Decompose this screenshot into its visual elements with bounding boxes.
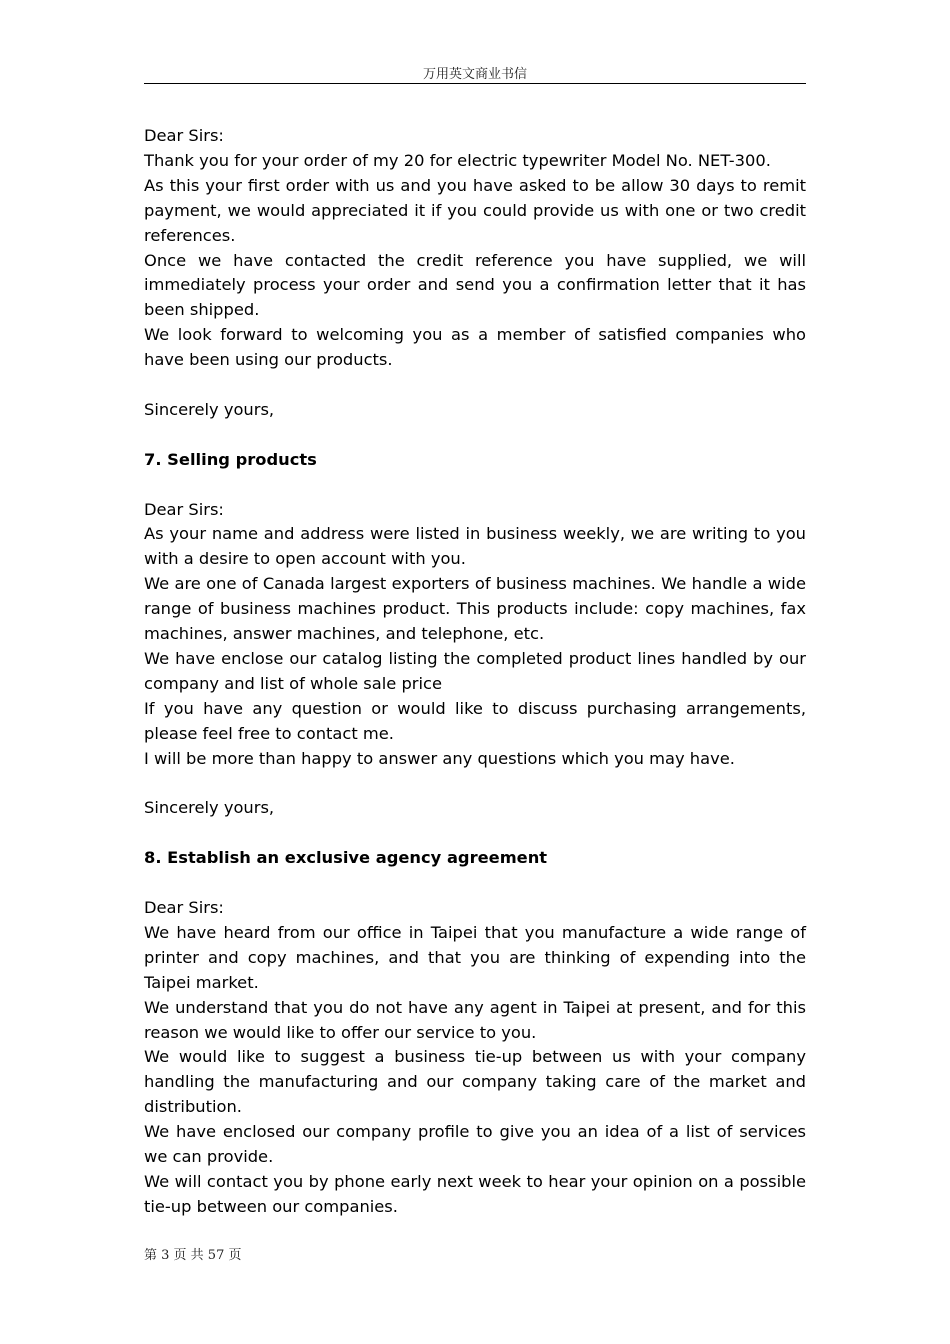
letter1-salutation: Dear Sirs:	[144, 126, 224, 145]
blank-line	[144, 423, 806, 448]
letter2-closing: Sincerely yours,	[144, 798, 275, 818]
blank-line	[144, 772, 806, 797]
blank-line	[144, 373, 806, 398]
page-number-footer: 第 3 页 共 57 页	[144, 1248, 242, 1263]
letter1-paragraph: We look forward to welcoming you as a member of satisfied companies who have been using our products.	[144, 325, 806, 370]
letter3-paragraph: We would like to suggest a business tie-up between us with your company handling the manufacturing and our company taking care of the market and distribution.	[144, 1047, 806, 1117]
letter3-paragraph: We will contact you by phone early next week to hear your opinion on a possible tie-up between our companies.	[144, 1171, 806, 1216]
blank-line	[144, 473, 806, 498]
section-heading-exclusive-agency: 8. Establish an exclusive agency agreement	[144, 848, 548, 868]
letter2-paragraph: As your name and address were listed in business weekly, we are writing to you with a desire to open account with you.	[144, 524, 806, 569]
letter3-salutation: Dear Sirs:	[144, 898, 224, 917]
letter1-closing: Sincerely yours,	[144, 399, 275, 419]
letter3-paragraph: We have enclosed our company profile to give you an idea of a list of services we can provide.	[144, 1122, 806, 1167]
letter2-paragraph: We are one of Canada largest exporters of business machines. We handle a wide range of business machines product. This products include: copy machines, fax machines, answer machines, and telephone, etc.	[144, 574, 806, 644]
letter2-paragraph: We have enclose our catalog listing the completed product lines handled by our company and list of whole sale price	[144, 648, 806, 693]
letter1-paragraph: Thank you for your order of my 20 for electric typewriter Model No. NET-300.	[144, 150, 771, 170]
header-divider	[144, 83, 806, 84]
letter3-paragraph: We have heard from our office in Taipei that you manufacture a wide range of printer and copy machines, and that you are thinking of expending into the Taipei market.	[144, 922, 806, 992]
letter1-paragraph: Once we have contacted the credit reference you have supplied, we will immediately process your order and send you a confirmation letter that it has been shipped.	[144, 250, 806, 320]
document-body	[144, 124, 806, 1220]
letter2-paragraph: If you have any question or would like to discuss purchasing arrangements, please feel free to contact me.	[144, 698, 806, 743]
letter2-paragraph: I will be more than happy to answer any questions which you may have.	[144, 748, 735, 768]
blank-line	[144, 821, 806, 846]
letter3-paragraph: We understand that you do not have any agent in Taipei at present, and for this reason we would like to offer our service to you.	[144, 997, 806, 1042]
page-header: 万用英文商业书信	[422, 67, 527, 82]
section-heading-selling-products: 7. Selling products	[144, 449, 317, 469]
blank-line	[144, 871, 806, 896]
letter1-paragraph: As this your first order with us and you have asked to be allow 30 days to remit payment, we would appreciated it if you could provide us with one or two credit references.	[144, 175, 806, 245]
letter2-salutation: Dear Sirs:	[144, 499, 224, 519]
